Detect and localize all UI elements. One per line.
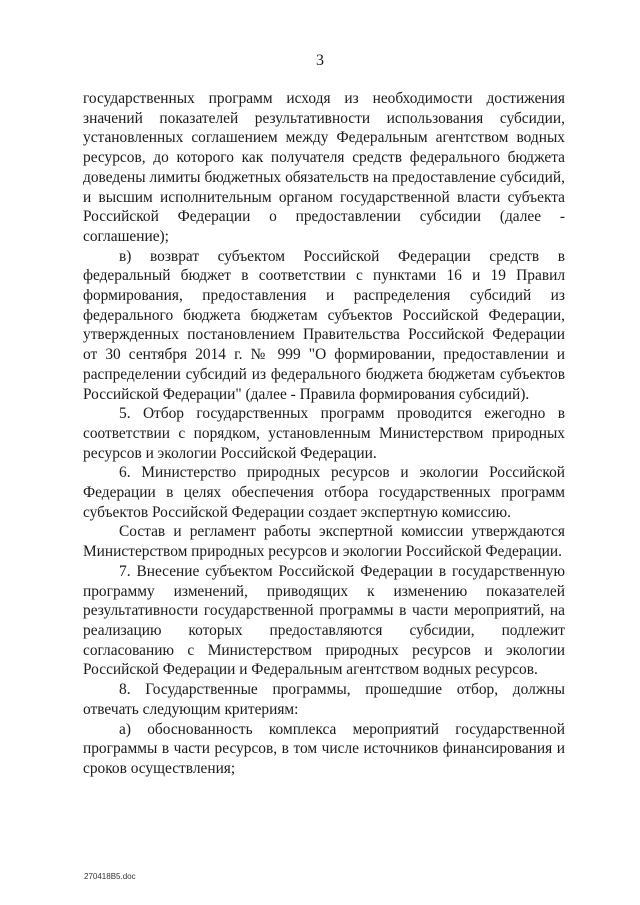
paragraph-item-v: в) возврат субъектом Российской Федерации средств в федеральный бюджет в соответствии с пунктами 16 и 19 Правил формирования, предоставления и распределения субсидий из федерального бюджета бюджетам субъектов Российской Федерации, утвержденных постановлением Правительства Российской Федерации от 30 сентября 2014 г. № 999 "О формировании, предоставлении и распределении субсидий из федерального бюджета бюджетам субъектов Российской Федерации" (далее - Правила формирования субсидий). — [83, 247, 565, 403]
paragraph-item-a: а) обоснованность комплекса мероприятий государственной программы в части ресурсов, в том числе источников финансирования и сроков осуществления; — [83, 720, 565, 777]
page-number: 3 — [316, 52, 324, 69]
paragraph-5: 5. Отбор государственных программ проводится ежегодно в соответствии с порядком, установленным Министерством природных ресурсов и экологии Российской Федерации. — [83, 405, 565, 462]
paragraph-7: 7. Внесение субъектом Российской Федерации в государственную программу изменений, приводящих к изменению показателей результативности государственной программы в части мероприятий, на реализацию которых предоставляются субсидии, подлежит согласованию с Министерством природных ресурсов и экологии Российской Федерации и Федеральным агентством водных ресурсов. — [83, 562, 565, 679]
document-filename: 270418B5.doc — [84, 872, 136, 881]
paragraph-commission: Состав и регламент работы экспертной комиссии утверждаются Министерством природных ресурсов и экологии Российской Федерации. — [83, 523, 565, 561]
document-body — [83, 89, 565, 779]
paragraph-8: 8. Государственные программы, прошедшие отбор, должны отвечать следующим критериям: — [83, 681, 565, 718]
paragraph-6: 6. Министерство природных ресурсов и экологии Российской Федерации в целях обеспечения отбора государственных программ субъектов Российской Федерации создает экспертную комиссию. — [83, 464, 565, 521]
paragraph-continuation: государственных программ исходя из необходимости достижения значений показателей результативности использования субсидии, установленных соглашением между Федеральным агентством водных ресурсов, до которого как получателя средств федерального бюджета доведены лимиты бюджетных обязательств на предоставление субсидий, и высшим исполнительным органом государственной власти субъекта Российской Федерации о предоставлении субсидии (далее - соглашение); — [83, 90, 565, 245]
